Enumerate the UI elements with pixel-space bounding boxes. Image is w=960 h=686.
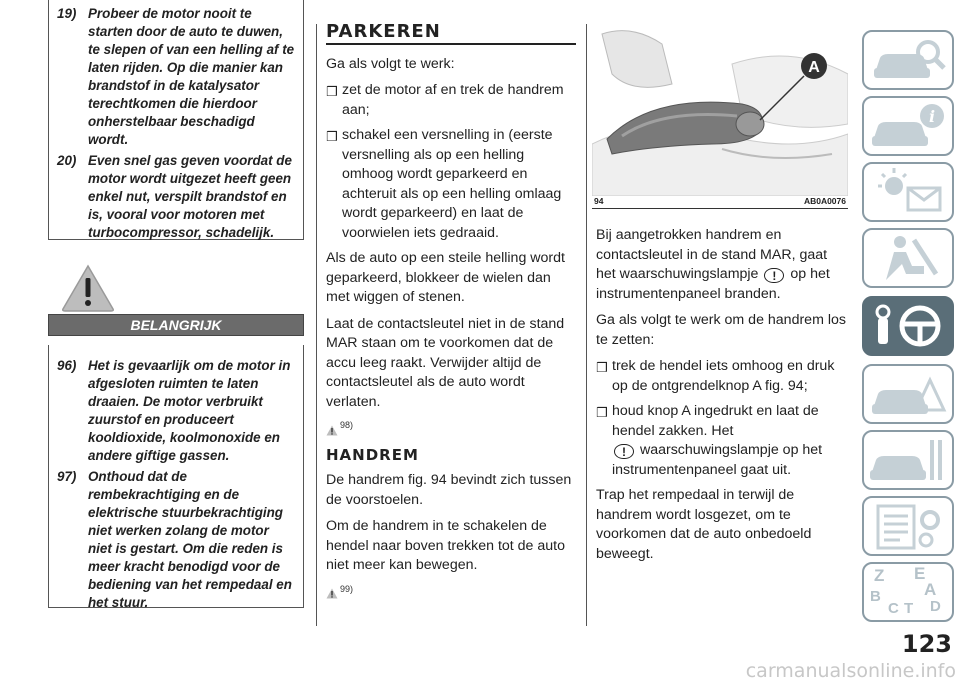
small-warning-icon (326, 588, 338, 599)
key-steering-icon[interactable] (862, 296, 954, 356)
brake-warning-lamp-icon: ! (614, 444, 634, 459)
handbrake-illustration (592, 24, 848, 196)
car-crash-icon[interactable] (862, 364, 954, 424)
paragraph: Als de auto op een steile helling wordt geparkeerd, blokkeer de wielen dan met wiggen of stenen. (326, 250, 565, 305)
list-item: ❒ schakel een versnelling in (eerste versnelling als op een helling omhoog wordt geparkeerd en achteruit als op een helling omlaag wordt geparkeerd) en laat de voorwielen iets gedraaid. (326, 127, 562, 241)
paragraph: Om de handrem in te schakelen de hendel naar boven trekken tot de auto niet meer kan bewegen. (326, 518, 565, 573)
checkbox-bullet-icon: ❒ (326, 129, 338, 144)
figure-code: AB0A0076 (803, 196, 846, 206)
paragraph: Ga als volgt te werk om de handrem los te zetten: (596, 312, 846, 348)
callout-label-a: A (808, 59, 820, 76)
alphabet-index-icon[interactable]: Z E A B C T D (862, 562, 954, 622)
paragraph: Bij aangetrokken handrem en contactsleutel in de stand MAR, gaat het waarschuwingslampje ! op het instrumentenpaneel branden. (596, 227, 830, 302)
car-search-icon[interactable] (862, 30, 954, 90)
list-item: ❒ zet de motor af en trek de handrem aan; (326, 82, 564, 118)
warning-item: 20) Even snel gas geven voordat de motor wordt uitgezet heeft geen enkel nut, verspilt brandstof en is, vooral voor motoren met turbocompressor, schadelijk. (57, 153, 292, 240)
airbag-seat-icon[interactable] (862, 228, 954, 288)
figure-caption (594, 196, 846, 206)
section-title-parkeren: PARKEREN (326, 22, 576, 45)
intro-text: Ga als volgt te werk: (326, 55, 455, 72)
service-checklist-icon[interactable] (862, 496, 954, 556)
warning-reference: 99) (326, 580, 576, 600)
brake-warning-lamp-icon: ! (764, 268, 784, 283)
warning-lights-icon[interactable] (862, 162, 954, 222)
middle-column (326, 22, 576, 609)
paragraph: Laat de contactsleutel niet in de stand MAR staan om te voorkomen dat de accu leeg raakt. Verwijder altijd de contactsleutel als de auto wordt verlaten. (326, 315, 565, 410)
page-number: 123 (901, 630, 952, 658)
checkbox-bullet-icon: ❒ (596, 360, 608, 375)
small-warning-icon (326, 425, 338, 436)
warning-list-top (57, 5, 295, 242)
warning-triangle-icon (60, 263, 116, 313)
checkbox-bullet-icon: ❒ (326, 84, 338, 99)
checkbox-bullet-icon: ❒ (596, 405, 608, 420)
paragraph: Trap het rempedaal in terwijl de handrem wordt losgezet, om te voorkomen dat de auto onbedoeld beweegt. (596, 487, 812, 562)
car-info-icon[interactable] (862, 96, 954, 156)
column-divider (586, 24, 587, 626)
car-tools-icon[interactable] (862, 430, 954, 490)
belangrijk-bar: BELANGRIJK (48, 314, 304, 336)
warning-item: 19) Probeer de motor nooit te starten door de auto te duwen, te slepen of van een helling af te laten rijden. Op die manier kan brandstof in de katalysator terechtkomen die hierdoor onherstelbaar beschadigd wordt. (57, 6, 295, 147)
left-column (48, 0, 304, 240)
warning-box-bottom (48, 345, 304, 608)
list-item: ❒ houd knop A ingedrukt en laat de hendel zakken. Het ! waarschuwingslampje op het instrumentenpaneel gaat uit. (596, 403, 823, 478)
warning-reference: 98) (326, 416, 576, 436)
warning-item: 97) Onthoud dat de rembekrachtiging en de elektrische stuurbekrachtiging niet werken zolang de motor niet is gestart. Om die reden is meer kracht benodigd voor de bediening van het rempedaal en het stuur. (57, 469, 292, 610)
handbrake-figure (592, 24, 848, 209)
right-column (596, 226, 850, 571)
watermark: carmanualsonline.info (745, 660, 956, 682)
section-title-handrem: HANDREM (326, 445, 419, 464)
warning-item: 96) Het is gevaarlijk om de motor in afgesloten ruimten te laten draaien. De motor verbruikt zuurstof en produceert kooldioxide, koolmonoxide en andere giftige gassen. (57, 358, 291, 463)
warning-list-bottom (57, 357, 295, 612)
list-item: ❒ trek de hendel iets omhoog en druk op de ontgrendelknop A fig. 94; (596, 358, 835, 394)
column-divider (316, 24, 317, 626)
warning-box-top (48, 0, 304, 240)
svg-text:i: i (928, 107, 936, 126)
paragraph: De handrem fig. 94 bevindt zich tussen de voorstoelen. (326, 472, 572, 508)
figure-number: 94 (594, 196, 604, 206)
